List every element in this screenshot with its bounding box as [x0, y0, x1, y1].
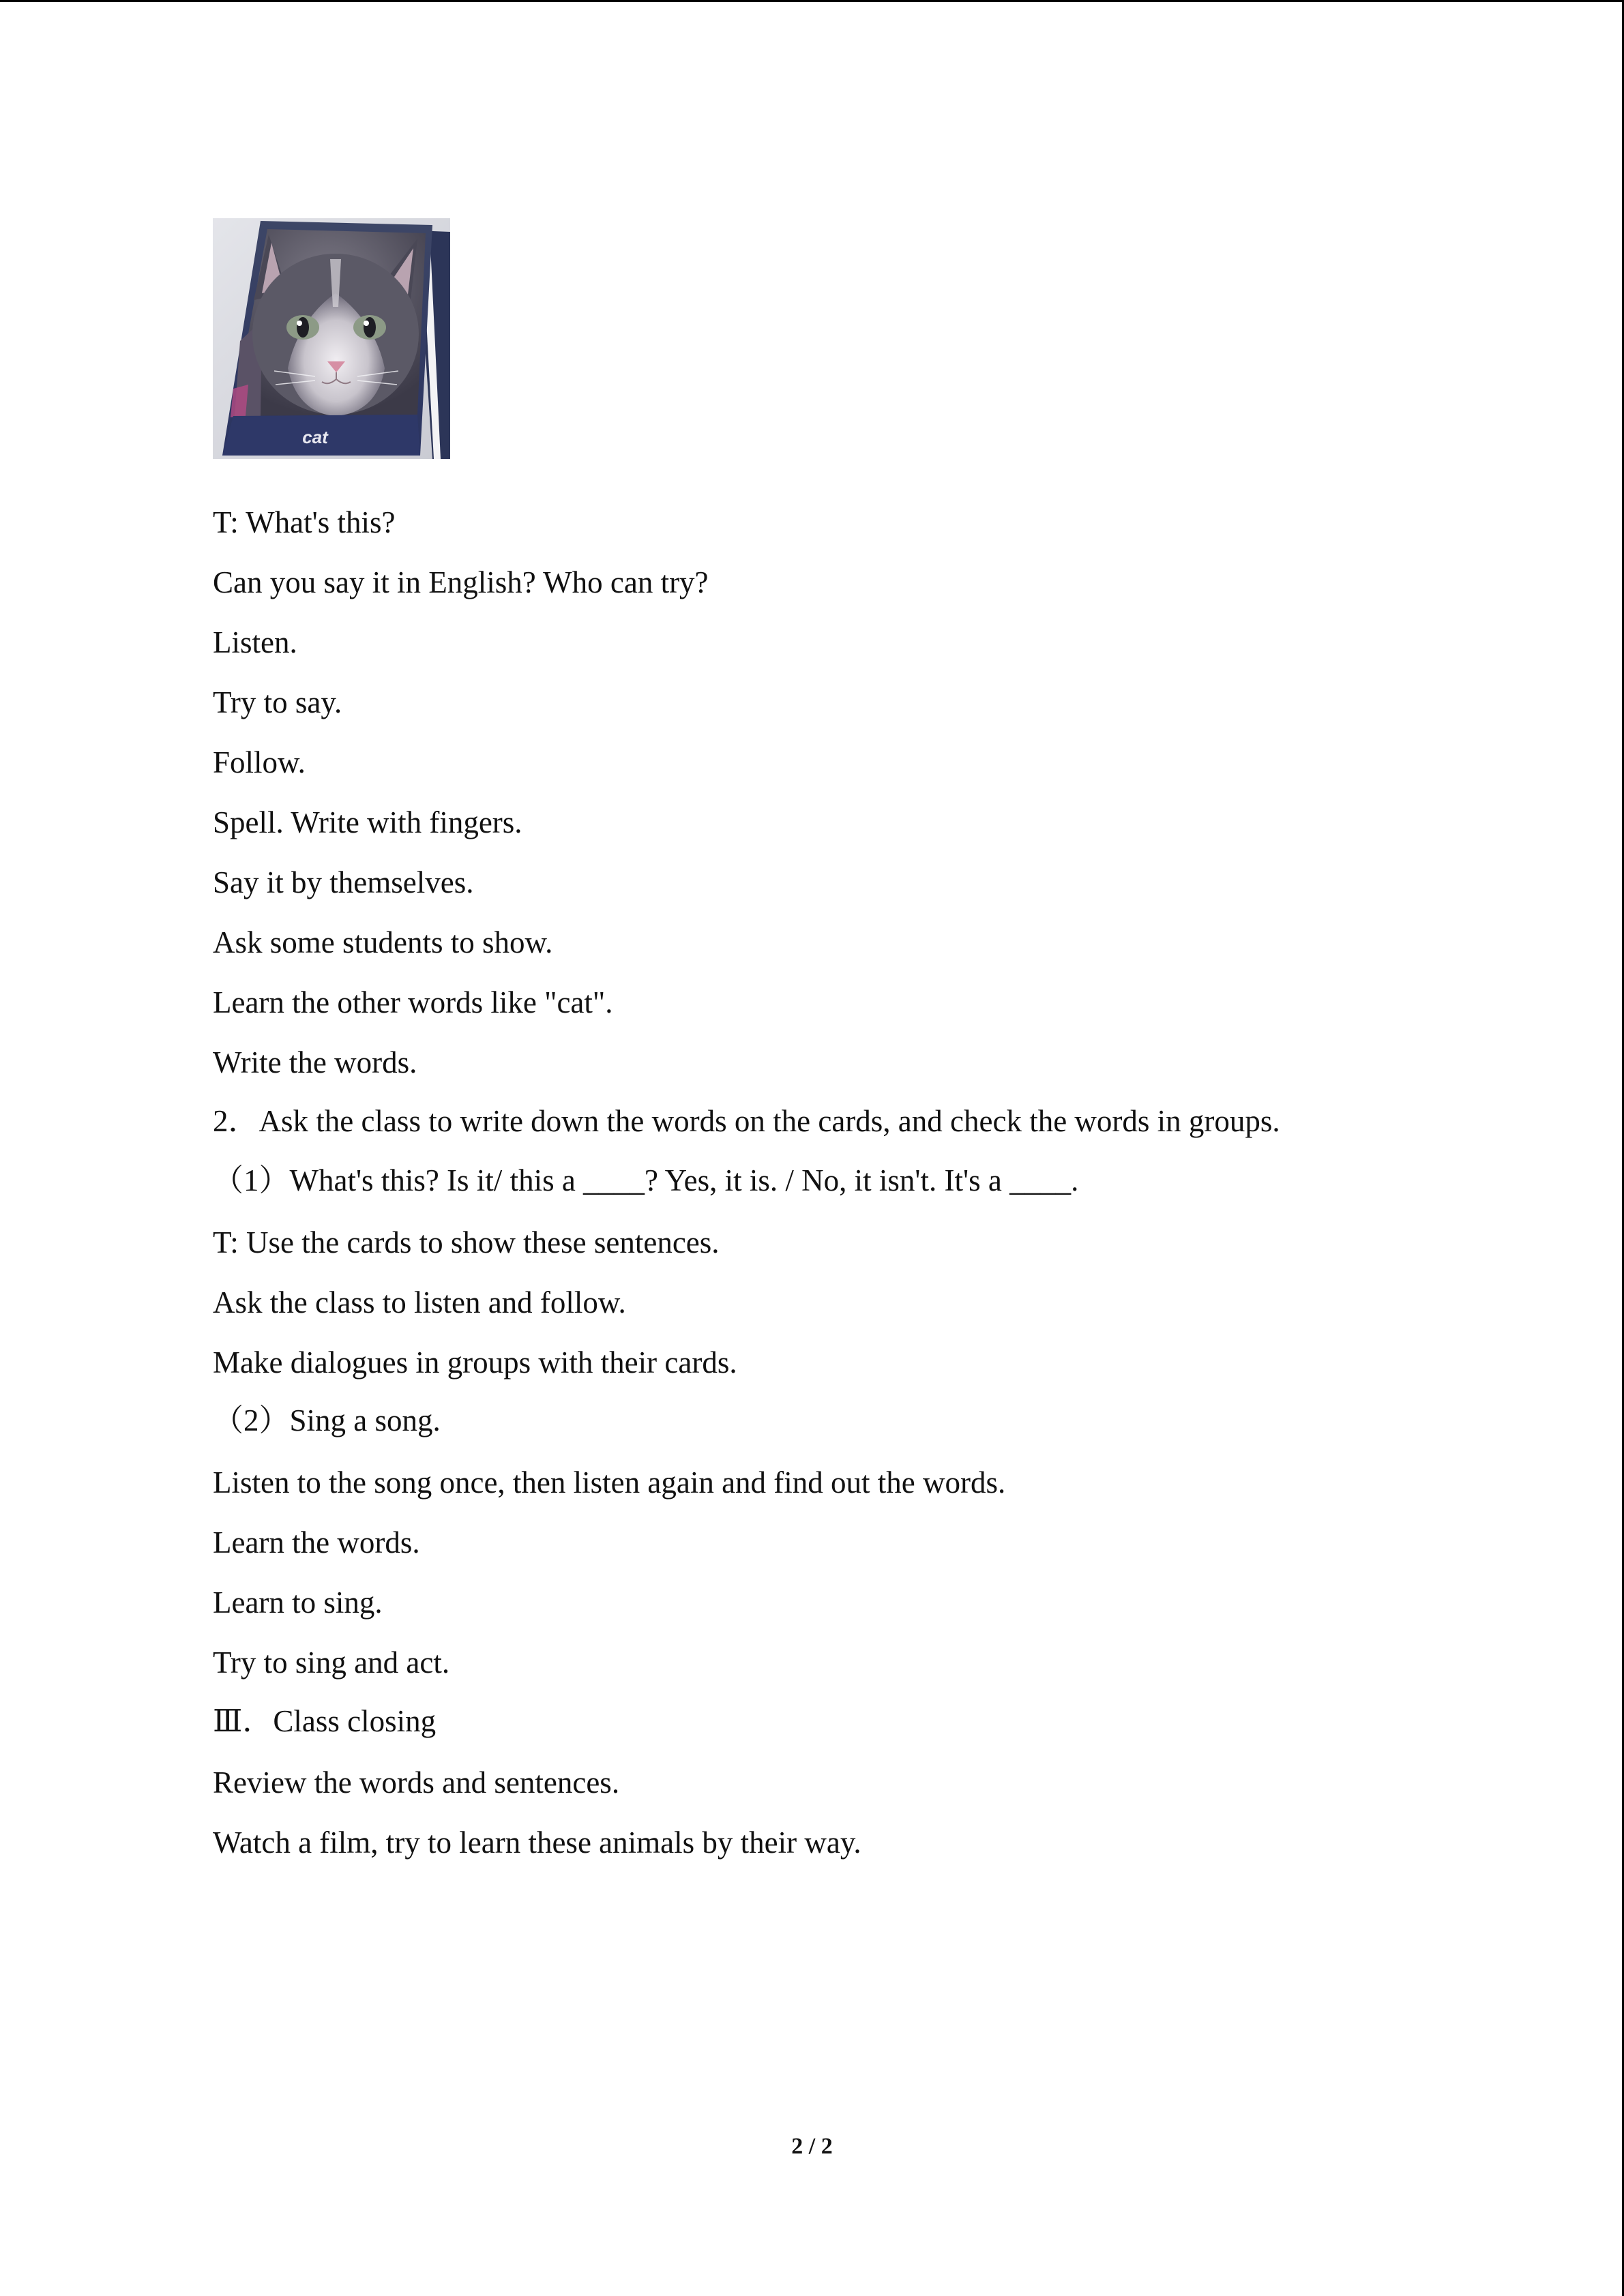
card-caption: cat [302, 427, 328, 447]
cat-picture [213, 218, 450, 459]
text-line-23: Watch a film, try to learn these animals by their way. [213, 1825, 861, 1860]
text-line-14: Ask the class to listen and follow. [213, 1285, 626, 1320]
text-line-20: Try to sing and act. [213, 1645, 450, 1680]
text-line-6: Spell. Write with fingers. [213, 805, 522, 839]
text-line-18: Learn the words. [213, 1525, 420, 1560]
text-line-16: （2）Sing a song. [213, 1403, 441, 1437]
text-line-10: Write the words. [213, 1045, 417, 1079]
text-line-19: Learn to sing. [213, 1585, 383, 1620]
page-number: 2 / 2 [791, 2134, 833, 2159]
text-line-8: Ask some students to show. [213, 925, 553, 959]
text-line-5: Follow. [213, 745, 306, 779]
text-line-22: Review the words and sentences. [213, 1765, 620, 1800]
text-line-17: Listen to the song once, then listen again and find out the words. [213, 1465, 1006, 1500]
text-line-11: 2．Ask the class to write down the words on the cards, and check the words in groups. [213, 1104, 1280, 1138]
text-line-2: Can you say it in English? Who can try? [213, 565, 709, 599]
text-line-15: Make dialogues in groups with their cards. [213, 1345, 737, 1380]
text-line-9: Learn the other words like "cat". [213, 985, 613, 1019]
text-line-1: T: What's this? [213, 505, 396, 539]
text-line-13: T: Use the cards to show these sentences. [213, 1225, 720, 1259]
text-line-12: （1）What's this? Is it/ this a ____? Yes, it is. / No, it isn't. It's a ____. [213, 1163, 1079, 1197]
page-top-border [0, 0, 1624, 2]
text-line-7: Say it by themselves. [213, 865, 474, 899]
text-line-4: Try to say. [213, 685, 342, 719]
text-line-21: Ⅲ．Class closing [213, 1704, 437, 1738]
text-line-3: Listen. [213, 625, 297, 659]
cat-flashcard-image [213, 218, 450, 459]
